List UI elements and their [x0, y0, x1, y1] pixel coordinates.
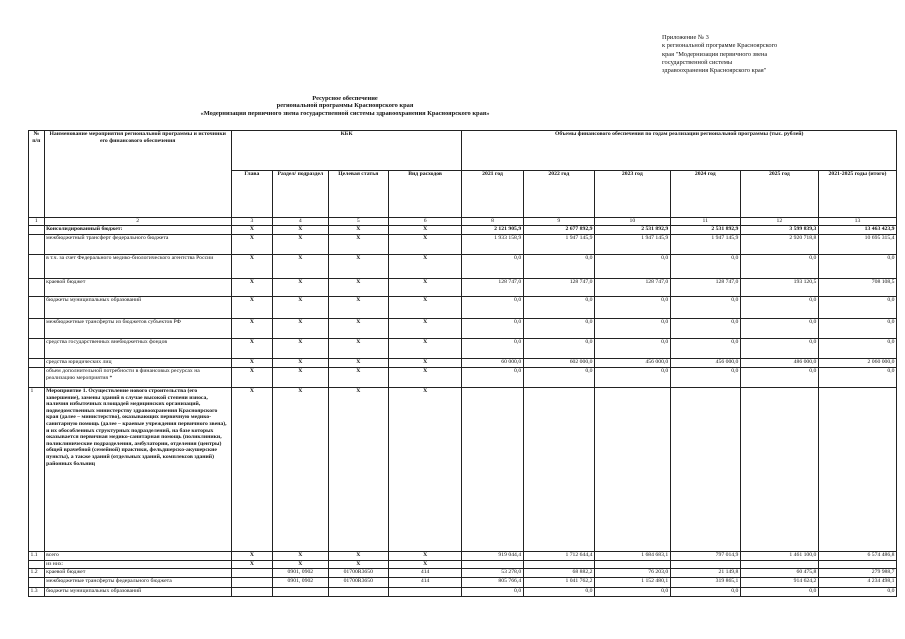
row-kbk-cell: X	[388, 561, 462, 569]
col-number: 2	[44, 218, 231, 226]
table-row	[29, 297, 897, 319]
title-line-3: «Модернизация первичного звена государственной системы здравоохранения Красноярского края»	[200, 109, 490, 117]
row-value-cell: 456 000,0	[594, 359, 670, 368]
row-kbk-cell	[388, 588, 462, 597]
row-value-cell: 0,0	[523, 588, 594, 597]
row-name: средства государственных внебюджетных фондов	[44, 339, 231, 359]
col-number: 1	[29, 218, 45, 226]
row-value-cell	[818, 561, 896, 569]
row-kbk-cell: X	[231, 226, 272, 235]
col-number: 13	[818, 218, 896, 226]
row-kbk-cell: X	[328, 279, 388, 297]
col-number: 9	[523, 218, 594, 226]
header-year: 2023 год	[594, 171, 670, 218]
row-value-cell: 128 747,0	[523, 279, 594, 297]
row-number	[29, 561, 45, 569]
header-year: 2025 год	[740, 171, 818, 218]
row-value-cell: 0,0	[670, 255, 740, 279]
table-row	[29, 339, 897, 359]
row-kbk-cell: X	[272, 359, 328, 368]
row-value-cell: 1 461 100,0	[740, 552, 818, 561]
row-kbk-cell: 0901, 0902	[272, 578, 328, 588]
row-value-cell: 914 624,2	[740, 578, 818, 588]
table-row	[29, 359, 897, 368]
row-value-cell: 128 747,0	[462, 279, 523, 297]
row-kbk-cell: X	[272, 339, 328, 359]
row-value-cell: 279 988,7	[818, 569, 896, 578]
row-value-cell: 2 060 000,0	[818, 359, 896, 368]
row-value-cell: 0,0	[462, 588, 523, 597]
row-kbk-cell: X	[388, 368, 462, 388]
row-number: 1.2	[29, 569, 45, 578]
row-kbk-cell: X	[272, 226, 328, 235]
row-value-cell: 797 014,9	[670, 552, 740, 561]
header-kbk-col: Вид расходов	[388, 171, 462, 218]
table-row	[29, 588, 897, 597]
row-value-cell: 0,0	[740, 368, 818, 388]
row-kbk-cell: X	[231, 255, 272, 279]
row-kbk-cell: X	[272, 388, 328, 552]
row-name: средства юридических лиц	[44, 359, 231, 368]
row-value-cell: 0,0	[523, 339, 594, 359]
row-value-cell: 1 933 158,9	[462, 235, 523, 255]
row-kbk-cell	[231, 569, 272, 578]
row-value-cell: 128 747,0	[594, 279, 670, 297]
header-row-top	[29, 131, 897, 171]
header-kbk-col: Раздел/ подраздел	[272, 171, 328, 218]
row-kbk-cell: X	[388, 297, 462, 319]
row-kbk-cell: 414	[388, 569, 462, 578]
row-kbk-cell: X	[231, 388, 272, 552]
row-kbk-cell: X	[272, 561, 328, 569]
row-value-cell: 0,0	[670, 319, 740, 339]
row-value-cell: 602 000,0	[523, 359, 594, 368]
row-value-cell: 1 684 683,1	[594, 552, 670, 561]
row-kbk-cell: X	[231, 359, 272, 368]
row-name: бюджеты муниципальных образований	[44, 588, 231, 597]
row-number	[29, 319, 45, 339]
row-number	[29, 235, 45, 255]
row-value-cell: 0,0	[594, 319, 670, 339]
row-name: объем дополнительной потребности в финансовых ресурсах на реализацию мероприятия *	[44, 368, 231, 388]
row-kbk-cell: X	[272, 279, 328, 297]
row-value-cell: 3 599 839,3	[740, 226, 818, 235]
row-kbk-cell: X	[272, 368, 328, 388]
row-value-cell: 0,0	[462, 319, 523, 339]
row-number	[29, 279, 45, 297]
header-year: 2021-2025 годы (итого)	[818, 171, 896, 218]
row-name: в т.ч. за счет Федерального медико-биологического агентства России	[44, 255, 231, 279]
appendix-line: к региональной программе Красноярского	[662, 42, 778, 50]
row-kbk-cell: X	[231, 339, 272, 359]
row-value-cell: 2 531 892,9	[594, 226, 670, 235]
row-value-cell: 1 152 480,1	[594, 578, 670, 588]
row-value-cell: 0,0	[670, 368, 740, 388]
row-value-cell: 0,0	[670, 297, 740, 319]
col-number: 12	[740, 218, 818, 226]
row-value-cell: 128 747,0	[670, 279, 740, 297]
row-value-cell: 1 947 145,9	[670, 235, 740, 255]
col-number: 8	[462, 218, 523, 226]
row-value-cell: 0,0	[462, 368, 523, 388]
row-kbk-cell: X	[231, 235, 272, 255]
table-row	[29, 569, 897, 578]
row-kbk-cell: X	[231, 297, 272, 319]
table-row	[29, 561, 897, 569]
row-number	[29, 226, 45, 235]
row-value-cell: 0,0	[818, 319, 896, 339]
row-value-cell: 0,0	[594, 588, 670, 597]
table-row	[29, 319, 897, 339]
row-kbk-cell: X	[231, 368, 272, 388]
row-value-cell: 0,0	[523, 255, 594, 279]
row-kbk-cell: X	[328, 235, 388, 255]
row-number	[29, 297, 45, 319]
row-value-cell: 0,0	[594, 255, 670, 279]
row-kbk-cell: X	[272, 319, 328, 339]
header-funding: Объемы финансового обеспечения по годам реализации региональной программы (тыс. рублей)	[462, 131, 897, 171]
row-value-cell	[462, 388, 523, 552]
row-value-cell: 0,0	[818, 297, 896, 319]
row-value-cell: 0,0	[818, 339, 896, 359]
table-row	[29, 235, 897, 255]
col-number: 6	[388, 218, 462, 226]
table-row	[29, 279, 897, 297]
row-kbk-cell: X	[231, 552, 272, 561]
row-kbk-cell: X	[328, 388, 388, 552]
row-kbk-cell: X	[328, 552, 388, 561]
row-value-cell	[740, 561, 818, 569]
row-number	[29, 339, 45, 359]
row-name: бюджеты муниципальных образований	[44, 297, 231, 319]
col-number: 4	[272, 218, 328, 226]
col-number: 3	[231, 218, 272, 226]
row-value-cell: 0,0	[523, 368, 594, 388]
row-value-cell: 60 475,8	[740, 569, 818, 578]
col-number: 11	[670, 218, 740, 226]
row-value-cell: 0,0	[462, 339, 523, 359]
table-row	[29, 368, 897, 388]
row-value-cell: 6 574 486,8	[818, 552, 896, 561]
row-name: межбюджетный трансферт федерального бюджета	[44, 235, 231, 255]
column-number-row	[29, 218, 897, 226]
row-value-cell: 708 108,5	[818, 279, 896, 297]
row-name: всего	[44, 552, 231, 561]
document-title	[150, 95, 540, 117]
row-kbk-cell: X	[272, 297, 328, 319]
row-name: межбюджетные трансферты федерального бюджета	[44, 578, 231, 588]
row-value-cell: 0,0	[818, 368, 896, 388]
title-line-1: Ресурсное обеспечение	[312, 95, 378, 102]
row-kbk-cell: X	[388, 339, 462, 359]
title-line-2: региональной программы Красноярского края	[276, 102, 414, 110]
row-value-cell: 0,0	[594, 297, 670, 319]
row-kbk-cell: X	[388, 388, 462, 552]
row-value-cell	[670, 388, 740, 552]
row-value-cell: 0,0	[740, 588, 818, 597]
row-value-cell	[818, 388, 896, 552]
row-value-cell: 2 677 892,9	[523, 226, 594, 235]
row-kbk-cell: X	[272, 552, 328, 561]
row-name: Мероприятие 1. Осуществление нового строительства (его завершение), замены зданий в случае высокой степени износа, наличия избыточных площадей медицинских организаций, подведомственных министерству здравоохранения Красноярского края (далее – министерство), оказывающих первичную медико-санитарную помощь (далее – краевые учреждения первичного звена), и их обособленных структурных подразделений, на базе которых оказывается первичная медико-санитарная помощь (поликлиники, поликлинические подразделения, амбулатории, отделения (центры) общей врачебной (семейной) практики, фельдшерско-акушерские пункты), а также зданий (отдельных зданий, комплексов зданий) районных больниц	[44, 388, 231, 552]
header-kbk: КБК	[231, 131, 462, 171]
table-row	[29, 388, 897, 552]
row-value-cell: 1 947 145,9	[523, 235, 594, 255]
header-kbk-col: Целевая статья	[328, 171, 388, 218]
row-value-cell: 68 882,2	[523, 569, 594, 578]
resource-table	[28, 130, 897, 597]
header-year: 2024 год	[670, 171, 740, 218]
row-kbk-cell: X	[388, 359, 462, 368]
appendix-line: государственной системы	[662, 58, 733, 66]
row-kbk-cell: X	[328, 561, 388, 569]
row-value-cell: 0,0	[670, 339, 740, 359]
row-value-cell: 0,0	[594, 368, 670, 388]
appendix-line: здравоохранения Красноярского края"	[662, 67, 767, 75]
row-value-cell	[740, 388, 818, 552]
row-value-cell: 0,0	[670, 588, 740, 597]
row-kbk-cell: X	[272, 235, 328, 255]
row-value-cell	[594, 561, 670, 569]
col-number: 10	[594, 218, 670, 226]
row-number	[29, 368, 45, 388]
row-kbk-cell: X	[388, 279, 462, 297]
row-kbk-cell: X	[388, 255, 462, 279]
row-kbk-cell	[231, 578, 272, 588]
row-kbk-cell: X	[328, 368, 388, 388]
header-kbk-col: Глава	[231, 171, 272, 218]
row-kbk-cell: X	[328, 297, 388, 319]
row-name: из них:	[44, 561, 231, 569]
row-value-cell: 76 203,0	[594, 569, 670, 578]
row-value-cell: 4 234 498,1	[818, 578, 896, 588]
row-kbk-cell: 01700R3650	[328, 569, 388, 578]
row-number	[29, 359, 45, 368]
row-number	[29, 578, 45, 588]
row-name: Консолидированный бюджет:	[44, 226, 231, 235]
row-kbk-cell: X	[272, 255, 328, 279]
row-value-cell: 0,0	[462, 297, 523, 319]
row-kbk-cell	[231, 588, 272, 597]
row-kbk-cell: X	[388, 552, 462, 561]
row-number: 1.1	[29, 552, 45, 561]
row-kbk-cell: X	[231, 561, 272, 569]
row-kbk-cell: X	[388, 235, 462, 255]
row-kbk-cell: X	[388, 319, 462, 339]
row-value-cell	[523, 388, 594, 552]
row-value-cell: 319 865,1	[670, 578, 740, 588]
row-value-cell: 1 947 145,9	[594, 235, 670, 255]
row-value-cell: 456 000,0	[670, 359, 740, 368]
row-value-cell: 0,0	[523, 297, 594, 319]
appendix-line: края "Модернизация первичного звена	[662, 50, 768, 58]
row-kbk-cell: X	[328, 255, 388, 279]
col-number: 5	[328, 218, 388, 226]
row-value-cell: 0,0	[594, 339, 670, 359]
row-kbk-cell: X	[328, 319, 388, 339]
row-value-cell: 0,0	[740, 339, 818, 359]
row-value-cell: 0,0	[740, 297, 818, 319]
row-value-cell	[594, 388, 670, 552]
row-value-cell: 60 000,0	[462, 359, 523, 368]
row-value-cell: 0,0	[523, 319, 594, 339]
row-kbk-cell: X	[388, 226, 462, 235]
row-kbk-cell: X	[231, 279, 272, 297]
row-value-cell: 0,0	[462, 255, 523, 279]
row-kbk-cell	[328, 588, 388, 597]
row-number	[29, 255, 45, 279]
header-name: Наименование мероприятия региональной программы и источники его финансового обеспечения	[44, 131, 231, 218]
row-value-cell	[523, 561, 594, 569]
table-row	[29, 255, 897, 279]
row-value-cell: 0,0	[818, 255, 896, 279]
header-year: 2021 год	[462, 171, 523, 218]
row-kbk-cell	[272, 588, 328, 597]
row-value-cell: 2 920 718,8	[740, 235, 818, 255]
row-kbk-cell: 414	[388, 578, 462, 588]
row-kbk-cell: X	[328, 226, 388, 235]
row-name: краевой бюджет	[44, 279, 231, 297]
row-value-cell: 0,0	[740, 255, 818, 279]
header-year: 2022 год	[523, 171, 594, 218]
row-value-cell: 1 041 762,2	[523, 578, 594, 588]
row-number: 1.3	[29, 588, 45, 597]
row-kbk-cell: X	[328, 359, 388, 368]
row-name: межбюджетные трансферты из бюджетов субъектов РФ	[44, 319, 231, 339]
table-row	[29, 552, 897, 561]
row-value-cell: 10 695 315,4	[818, 235, 896, 255]
row-value-cell: 13 463 423,9	[818, 226, 896, 235]
row-value-cell: 21 149,8	[670, 569, 740, 578]
table-row	[29, 578, 897, 588]
row-kbk-cell: 0901, 0902	[272, 569, 328, 578]
row-value-cell: 805 766,4	[462, 578, 523, 588]
row-value-cell: 2 531 892,9	[670, 226, 740, 235]
table-row	[29, 226, 897, 235]
row-kbk-cell: X	[328, 339, 388, 359]
row-value-cell	[670, 561, 740, 569]
header-num: № п/п	[29, 131, 45, 218]
row-value-cell: 0,0	[818, 588, 896, 597]
row-number: 1	[29, 388, 45, 552]
row-name: краевой бюджет	[44, 569, 231, 578]
row-kbk-cell: 01700R3650	[328, 578, 388, 588]
row-value-cell: 0,0	[740, 319, 818, 339]
row-value-cell: 919 044,4	[462, 552, 523, 561]
row-kbk-cell: X	[231, 319, 272, 339]
appendix-line: Приложение № 3	[662, 34, 709, 41]
row-value-cell: 1 712 644,4	[523, 552, 594, 561]
row-value-cell: 486 000,0	[740, 359, 818, 368]
row-value-cell: 53 278,0	[462, 569, 523, 578]
row-value-cell: 2 121 905,9	[462, 226, 523, 235]
row-value-cell	[462, 561, 523, 569]
appendix-note	[662, 34, 898, 75]
row-value-cell: 193 120,5	[740, 279, 818, 297]
